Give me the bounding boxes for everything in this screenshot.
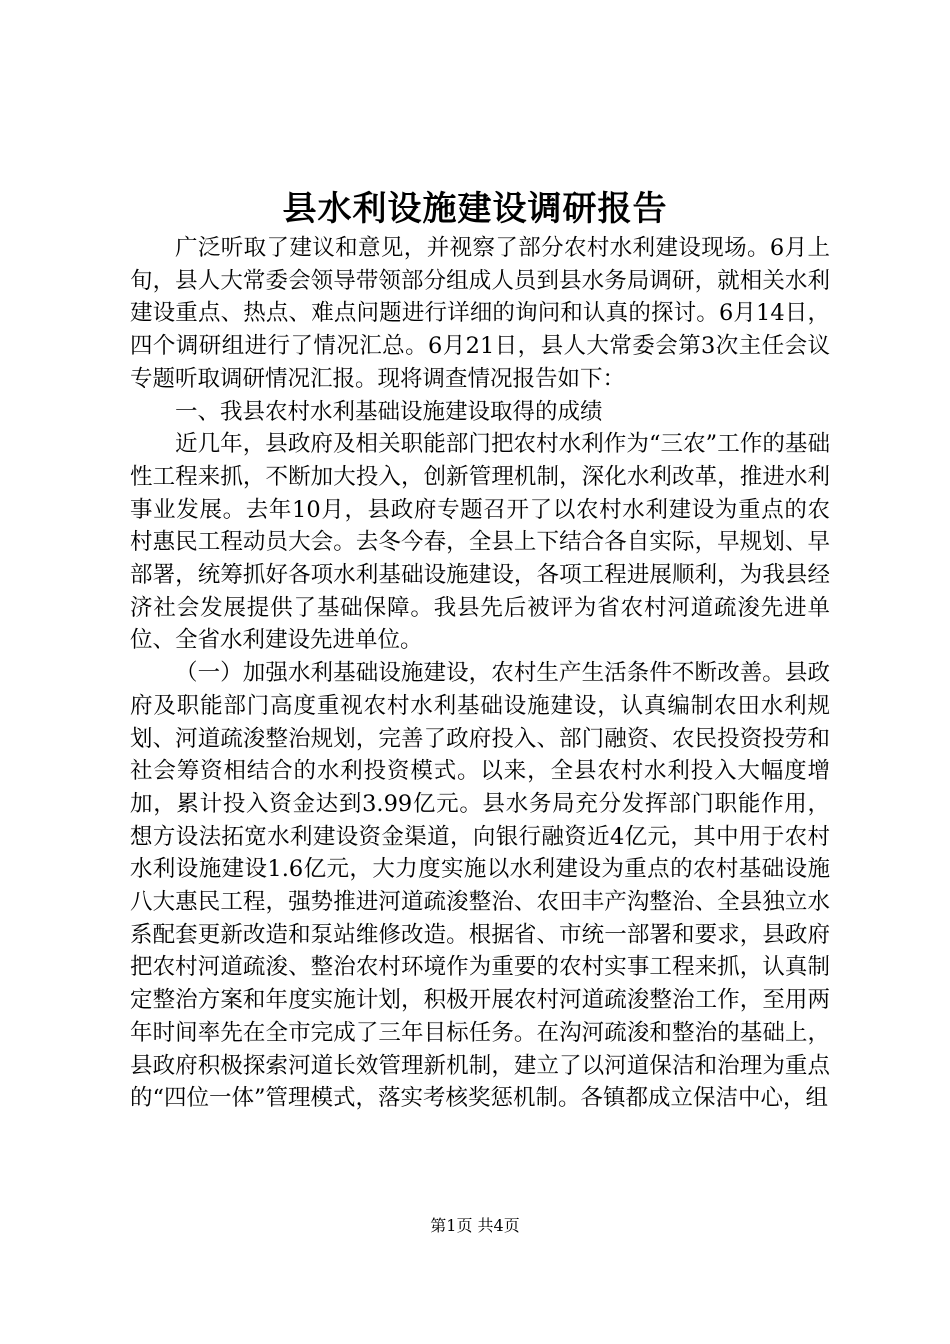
paragraph-overview: 近几年，县政府及相关职能部门把农村水利作为“三农”工作的基础性工程来抓，不断加大投入，创新管理机制，深化水利改革，推进水利事业发展。去年10月，县政府专题召开了以农村水利建设为重点的农村惠民工程动员大会。去冬今春，全县上下结合各自实际，早规划、早部署，统筹抓好各项水利基础设施建设，各项工程进展顺利，为我县经济社会发展提供了基础保障。我县先后被评为省农村河道疏浚先进单位、全省水利建设先进单位。 (130, 431, 830, 654)
section-heading-achievements: 一、我县农村水利基础设施建设取得的成绩 (175, 398, 603, 425)
page-footer: 第1页 共4页 (430, 1216, 520, 1235)
document-body (130, 232, 830, 1115)
document-title: 县水利设施建设调研报告 (282, 189, 668, 229)
paragraph-subsection-1: （一）加强水利基础设施建设，农村生产生活条件不断改善。县政府及职能部门高度重视农村水利基础设施建设，认真编制农田水利规划、河道疏浚整治规划，完善了政府投入、部门融资、农民投资投劳和社会筹资相结合的水利投资模式。以来，全县农村水利投入大幅度增加，累计投入资金达到3.99亿元。县水务局充分发挥部门职能作用，想方设法拓宽水利建设资金渠道，向银行融资近4亿元，其中用于农村水利设施建设1.6亿元，大力度实施以水利建设为重点的农村基础设施八大惠民工程，强势推进河道疏浚整治、农田丰产沟整治、全县独立水系配套更新改造和泵站维修改造。根据省、市统一部署和要求，县政府把农村河道疏浚、整治农村环境作为重要的农村实事工程来抓，认真制定整治方案和年度实施计划，积极开展农村河道疏浚整治工作，至用两年时间率先在全市完成了三年目标任务。在沟河疏浚和整治的基础上，县政府积极探索河道长效管理新机制，建立了以河道保洁和治理为重点的“四位一体”管理模式，落实考核奖惩机制。各镇都成立保洁中心，组 (130, 660, 830, 1112)
paragraph-intro: 广泛听取了建议和意见，并视察了部分农村水利建设现场。6月上旬，县人大常委会领导带领部分组成人员到县水务局调研，就相关水利建设重点、热点、难点问题进行详细的询问和认真的探讨。6月14日，四个调研组进行了情况汇总。6月21日，县人大常委会第3次主任会议专题听取调研情况汇报。现将调查情况报告如下： (130, 235, 830, 392)
